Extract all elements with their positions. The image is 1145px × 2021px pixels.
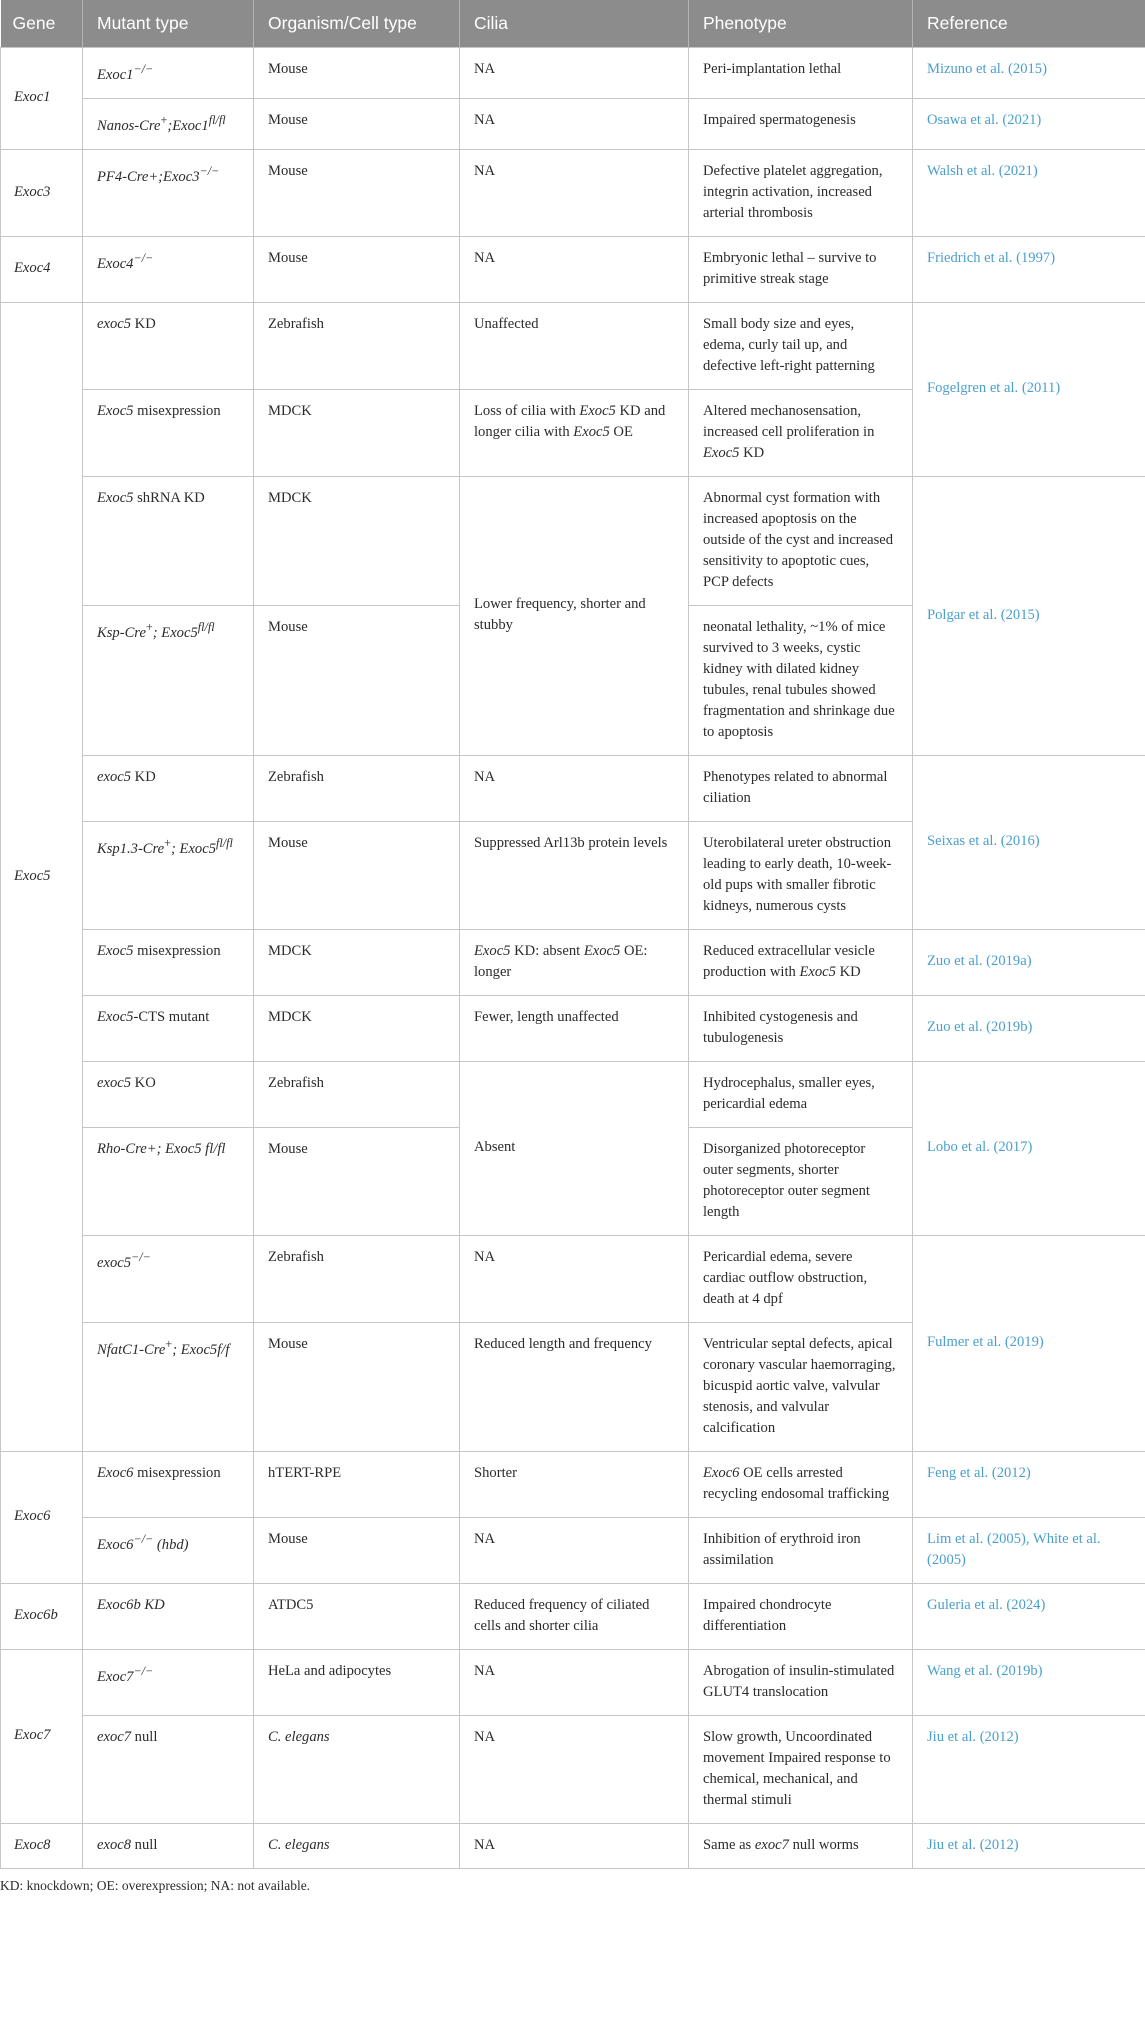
mutant-type-cell bbox=[83, 1583, 254, 1649]
table-row bbox=[1, 1061, 1145, 1127]
gene-mention: Exoc5 bbox=[799, 963, 836, 980]
gene-mention: Exoc5 bbox=[579, 402, 616, 419]
table-row bbox=[1, 995, 1145, 1061]
table-row bbox=[1, 1235, 1145, 1322]
mutant-name: Exoc6b KD bbox=[97, 1596, 165, 1613]
gene-cell: Exoc7 bbox=[1, 1649, 83, 1823]
organism-cell: Mouse bbox=[254, 236, 460, 302]
phenotype-cell: Abnormal cyst formation with increased apoptosis on the outside of the cyst and increased sensitivity to apoptotic cues, PCP defects bbox=[689, 476, 913, 605]
table-row bbox=[1, 1517, 1145, 1583]
mutant-name: Exoc7 bbox=[97, 1668, 134, 1685]
gene-cell: Exoc1 bbox=[1, 48, 83, 150]
organism-cell: Zebrafish bbox=[254, 1061, 460, 1127]
organism-cell: MDCK bbox=[254, 929, 460, 995]
gene-mention: Exoc5 bbox=[583, 942, 621, 959]
mutant-superscript: + bbox=[145, 619, 153, 634]
mutant-name: Exoc5 bbox=[97, 942, 134, 959]
mutant-suffix: misexpression bbox=[133, 402, 221, 419]
mutant-name: PF4-Cre+;Exoc3 bbox=[97, 168, 200, 185]
cilia-text: OE bbox=[609, 423, 633, 440]
cilia-text: Loss of cilia with bbox=[474, 402, 580, 419]
table-row bbox=[1, 1451, 1145, 1517]
reference-link[interactable]: Jiu et al. (2012) bbox=[913, 1823, 1145, 1868]
mutant-name: exoc5 bbox=[97, 1074, 132, 1091]
cilia-cell: NA bbox=[460, 755, 689, 821]
mutant-type-cell bbox=[83, 995, 254, 1061]
reference-link[interactable]: Fogelgren et al. (2011) bbox=[913, 302, 1145, 476]
reference-link[interactable]: Jiu et al. (2012) bbox=[913, 1715, 1145, 1823]
mutant-type-cell bbox=[83, 302, 254, 389]
cilia-cell: Unaffected bbox=[460, 302, 689, 389]
cilia-cell bbox=[460, 389, 689, 476]
reference-link[interactable]: Guleria et al. (2024) bbox=[913, 1583, 1145, 1649]
col-header-organism: Organism/Cell type bbox=[254, 0, 460, 48]
mutant-superscript: −/− bbox=[133, 250, 154, 265]
cilia-text: OE: longer bbox=[474, 942, 648, 980]
table-row bbox=[1, 476, 1145, 605]
table-row bbox=[1, 236, 1145, 302]
organism-cell: Zebrafish bbox=[254, 302, 460, 389]
mutant-type-cell bbox=[83, 1061, 254, 1127]
mutant-suffix: shRNA KD bbox=[133, 489, 205, 506]
mutant-name: NfatC1-Cre bbox=[97, 1341, 166, 1358]
phenotype-text: Reduced extracellular vesicle production with bbox=[703, 942, 875, 980]
mutant-suffix: misexpression bbox=[133, 942, 221, 959]
mutant-superscript: −/− bbox=[133, 1531, 154, 1546]
mutant-type-cell bbox=[83, 821, 254, 929]
mutant-name: Exoc4 bbox=[97, 255, 134, 272]
mutant-superscript: −/− bbox=[131, 1249, 151, 1264]
cilia-cell: Shorter bbox=[460, 1451, 689, 1517]
phenotype-cell bbox=[689, 389, 913, 476]
col-header-gene: Gene bbox=[1, 0, 83, 48]
gene-cell: Exoc5 bbox=[1, 302, 83, 1451]
phenotype-cell bbox=[689, 1451, 913, 1517]
gene-mention: exoc7 bbox=[754, 1836, 789, 1853]
phenotype-text: KD bbox=[739, 444, 765, 461]
cilia-cell: Fewer, length unaffected bbox=[460, 995, 689, 1061]
mutant-type-cell bbox=[83, 1322, 254, 1451]
table-row bbox=[1, 98, 1145, 149]
gene-mention: Exoc5 bbox=[573, 423, 610, 440]
mutant-type-cell bbox=[83, 1127, 254, 1235]
gene-mention: Exoc5 bbox=[474, 942, 511, 959]
organism-cell: Mouse bbox=[254, 605, 460, 755]
mutant-name: Exoc5 bbox=[97, 402, 134, 419]
phenotype-text: Altered mechanosensation, increased cell proliferation in bbox=[703, 402, 875, 440]
organism-cell: MDCK bbox=[254, 389, 460, 476]
mutant-name: ; Exoc5 bbox=[152, 624, 198, 641]
organism-cell: Mouse bbox=[254, 48, 460, 99]
phenotype-cell: Abrogation of insulin-stimulated GLUT4 translocation bbox=[689, 1649, 913, 1715]
organism-cell: Zebrafish bbox=[254, 755, 460, 821]
reference-link[interactable]: Lim et al. (2005), White et al. (2005) bbox=[913, 1517, 1145, 1583]
phenotype-cell: Peri-implantation lethal bbox=[689, 48, 913, 99]
reference-link[interactable]: Fulmer et al. (2019) bbox=[913, 1235, 1145, 1451]
cilia-cell: NA bbox=[460, 1715, 689, 1823]
phenotype-text: null worms bbox=[788, 1836, 859, 1853]
organism-cell: MDCK bbox=[254, 476, 460, 605]
phenotype-cell: Pericardial edema, severe cardiac outflow obstruction, death at 4 dpf bbox=[689, 1235, 913, 1322]
mutant-name: Ksp-Cre bbox=[97, 624, 146, 641]
mutant-suffix: null bbox=[131, 1728, 158, 1745]
phenotype-cell: Disorganized photoreceptor outer segments, shorter photoreceptor outer segment length bbox=[689, 1127, 913, 1235]
organism-cell: Mouse bbox=[254, 821, 460, 929]
phenotype-text: Same as bbox=[703, 1836, 755, 1853]
mutant-name: Nanos-Cre bbox=[97, 117, 161, 134]
mutant-name: exoc7 bbox=[97, 1728, 132, 1745]
mutant-superscript: + bbox=[164, 835, 172, 850]
gene-mention: Exoc5 bbox=[703, 444, 740, 461]
organism-cell: Mouse bbox=[254, 149, 460, 236]
organism-cell: Mouse bbox=[254, 98, 460, 149]
organism-cell: Mouse bbox=[254, 1127, 460, 1235]
cilia-cell: NA bbox=[460, 149, 689, 236]
mutant-type-cell bbox=[83, 929, 254, 995]
phenotype-cell: Small body size and eyes, edema, curly tail up, and defective left-right patterning bbox=[689, 302, 913, 389]
mutant-name: ; Exoc5 bbox=[171, 840, 217, 857]
mutant-suffix: KO bbox=[131, 1074, 156, 1091]
cilia-cell bbox=[460, 929, 689, 995]
reference-link[interactable]: Polgar et al. (2015) bbox=[913, 476, 1145, 755]
mutant-name: Exoc5 bbox=[97, 489, 134, 506]
mutant-type-cell bbox=[83, 1517, 254, 1583]
organism-cell: C. elegans bbox=[254, 1715, 460, 1823]
reference-link[interactable]: Wang et al. (2019b) bbox=[913, 1649, 1145, 1715]
col-header-reference: Reference bbox=[913, 0, 1145, 48]
phenotype-cell: Phenotypes related to abnormal ciliation bbox=[689, 755, 913, 821]
table-row bbox=[1, 302, 1145, 389]
col-header-cilia: Cilia bbox=[460, 0, 689, 48]
table-row bbox=[1, 1649, 1145, 1715]
table-row bbox=[1, 1823, 1145, 1868]
table-footnote: KD: knockdown; OE: overexpression; NA: not available. bbox=[0, 1877, 311, 1893]
phenotype-cell: Embryonic lethal – survive to primitive streak stage bbox=[689, 236, 913, 302]
reference-link[interactable]: Lobo et al. (2017) bbox=[913, 1061, 1145, 1235]
cilia-cell: Lower frequency, shorter and stubby bbox=[460, 476, 689, 755]
table-row bbox=[1, 1715, 1145, 1823]
phenotype-cell: Inhibited cystogenesis and tubulogenesis bbox=[689, 995, 913, 1061]
mutant-type-cell bbox=[83, 1823, 254, 1868]
gene-cell: Exoc6b bbox=[1, 1583, 83, 1649]
mutant-suffix: misexpression bbox=[133, 1464, 221, 1481]
reference-link[interactable]: Walsh et al. (2021) bbox=[913, 149, 1145, 236]
gene-mention: Exoc6 bbox=[703, 1464, 740, 1481]
gene-cell: Exoc8 bbox=[1, 1823, 83, 1868]
organism-cell: C. elegans bbox=[254, 1823, 460, 1868]
cilia-cell: Absent bbox=[460, 1061, 689, 1235]
cilia-cell: NA bbox=[460, 236, 689, 302]
cilia-cell: Reduced length and frequency bbox=[460, 1322, 689, 1451]
cilia-cell: NA bbox=[460, 98, 689, 149]
mutant-type-cell bbox=[83, 755, 254, 821]
phenotype-text: KD bbox=[835, 963, 861, 980]
organism-cell: Zebrafish bbox=[254, 1235, 460, 1322]
mutant-type-cell bbox=[83, 605, 254, 755]
header-row bbox=[1, 0, 1145, 48]
gene-cell: Exoc4 bbox=[1, 236, 83, 302]
organism-cell: Mouse bbox=[254, 1517, 460, 1583]
reference-link[interactable]: Seixas et al. (2016) bbox=[913, 755, 1145, 929]
cilia-text: KD and longer cilia with bbox=[474, 402, 666, 440]
mutant-name: Ksp1.3-Cre bbox=[97, 840, 165, 857]
col-header-mutant-type: Mutant type bbox=[83, 0, 254, 48]
gene-cell: Exoc3 bbox=[1, 149, 83, 236]
mutant-name: Exoc1 bbox=[97, 66, 134, 83]
mutant-type-cell bbox=[83, 1649, 254, 1715]
table-row bbox=[1, 929, 1145, 995]
phenotype-cell: Inhibition of erythroid iron assimilation bbox=[689, 1517, 913, 1583]
phenotype-cell: neonatal lethality, ~1% of mice survived to 3 weeks, cystic kidney with dilated kidney tubules, renal tubules showed fragmentation and shrinkage due to apoptosis bbox=[689, 605, 913, 755]
table-row bbox=[1, 149, 1145, 236]
reference-link[interactable]: Friedrich et al. (1997) bbox=[913, 236, 1145, 302]
cilia-cell: Reduced frequency of ciliated cells and shorter cilia bbox=[460, 1583, 689, 1649]
mutant-superscript: + bbox=[160, 112, 168, 127]
phenotype-cell: Uterobilateral ureter obstruction leading to early death, 10-week-old pups with smaller fibrotic kidneys, numerous cysts bbox=[689, 821, 913, 929]
organism-cell: MDCK bbox=[254, 995, 460, 1061]
cilia-cell: NA bbox=[460, 1517, 689, 1583]
mutant-type-cell bbox=[83, 389, 254, 476]
mutant-superscript: fl/fl bbox=[216, 835, 233, 850]
table-row bbox=[1, 1583, 1145, 1649]
mutant-type-cell bbox=[83, 98, 254, 149]
mutant-type-cell bbox=[83, 1235, 254, 1322]
mutant-name: exoc5 bbox=[97, 768, 132, 785]
phenotype-cell: Defective platelet aggregation, integrin activation, increased arterial thrombosis bbox=[689, 149, 913, 236]
mutant-name: exoc5 bbox=[97, 315, 132, 332]
reference-link[interactable]: Feng et al. (2012) bbox=[913, 1451, 1145, 1517]
table-row bbox=[1, 48, 1145, 99]
mutant-suffix: KD bbox=[131, 315, 156, 332]
organism-cell: Mouse bbox=[254, 1322, 460, 1451]
organism-cell: HeLa and adipocytes bbox=[254, 1649, 460, 1715]
mutant-type-cell bbox=[83, 48, 254, 99]
mutant-suffix: -CTS mutant bbox=[133, 1008, 210, 1025]
cilia-cell: NA bbox=[460, 1235, 689, 1322]
organism-cell: hTERT-RPE bbox=[254, 1451, 460, 1517]
phenotype-text: OE cells arrested recycling endosomal trafficking bbox=[703, 1464, 890, 1502]
mutant-name: Exoc5 bbox=[97, 1008, 134, 1025]
phenotype-cell: Slow growth, Uncoordinated movement Impaired response to chemical, mechanical, and thermal stimuli bbox=[689, 1715, 913, 1823]
reference-link[interactable]: Zuo et al. (2019a) bbox=[913, 929, 1145, 995]
cilia-text: KD: absent bbox=[510, 942, 584, 959]
mutant-name: Exoc6 bbox=[97, 1536, 134, 1553]
organism-cell: ATDC5 bbox=[254, 1583, 460, 1649]
mutant-type-cell bbox=[83, 236, 254, 302]
cilia-cell: NA bbox=[460, 1649, 689, 1715]
phenotype-cell: Ventricular septal defects, apical coronary vascular haemorraging, bicuspid aortic valve, valvular stenosis, and valvular calcification bbox=[689, 1322, 913, 1451]
mutant-suffix: (hbd) bbox=[153, 1536, 189, 1553]
table-row bbox=[1, 755, 1145, 821]
mutant-suffix: KD bbox=[131, 768, 156, 785]
mutant-type-cell bbox=[83, 1715, 254, 1823]
mutant-type-cell bbox=[83, 1451, 254, 1517]
cilia-cell: Suppressed Arl13b protein levels bbox=[460, 821, 689, 929]
mutant-name: Rho-Cre+; Exoc5 fl/fl bbox=[97, 1140, 226, 1157]
mutant-name: exoc5 bbox=[97, 1254, 132, 1271]
mutant-superscript: + bbox=[165, 1336, 173, 1351]
gene-cell: Exoc6 bbox=[1, 1451, 83, 1583]
mutant-superscript: −/− bbox=[133, 62, 154, 76]
mutant-name: Exoc6 bbox=[97, 1464, 134, 1481]
mutant-superscript: −/− bbox=[199, 163, 220, 178]
reference-link[interactable]: Osawa et al. (2021) bbox=[913, 98, 1145, 149]
phenotype-cell: Impaired chondrocyte differentiation bbox=[689, 1583, 913, 1649]
reference-link[interactable]: Mizuno et al. (2015) bbox=[913, 48, 1145, 99]
phenotype-cell: Hydrocephalus, smaller eyes, pericardial edema bbox=[689, 1061, 913, 1127]
cilia-cell: NA bbox=[460, 1823, 689, 1868]
mutant-name: exoc8 bbox=[97, 1836, 132, 1853]
phenotype-cell: Impaired spermatogenesis bbox=[689, 98, 913, 149]
mutant-superscript: fl/fl bbox=[197, 619, 215, 634]
mutant-type-cell bbox=[83, 149, 254, 236]
mutant-name: ;Exoc1 bbox=[167, 117, 209, 134]
mutant-superscript: −/− bbox=[133, 1663, 154, 1678]
cilia-cell: NA bbox=[460, 48, 689, 99]
mutant-superscript: fl/fl bbox=[208, 112, 226, 127]
reference-link[interactable]: Zuo et al. (2019b) bbox=[913, 995, 1145, 1061]
mutant-suffix: null bbox=[131, 1836, 158, 1853]
col-header-phenotype: Phenotype bbox=[689, 0, 913, 48]
phenotype-cell bbox=[689, 1823, 913, 1868]
mutant-name: ; Exoc5f/f bbox=[172, 1341, 230, 1358]
mutant-type-cell bbox=[83, 476, 254, 605]
phenotype-cell bbox=[689, 929, 913, 995]
